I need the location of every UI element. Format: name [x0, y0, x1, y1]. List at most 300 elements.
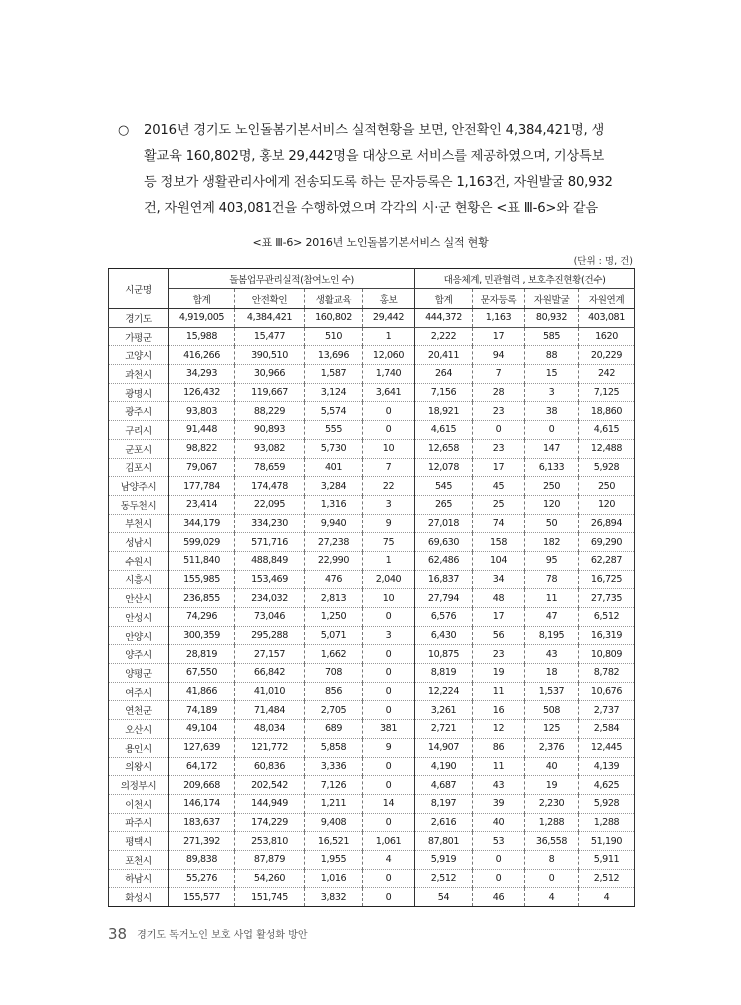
value-cell: 17 [473, 458, 525, 477]
value-cell: 120 [579, 495, 635, 514]
value-cell: 17 [473, 608, 525, 627]
value-cell: 39 [473, 794, 525, 813]
value-cell: 55,276 [169, 869, 235, 888]
value-cell: 67,550 [169, 664, 235, 683]
value-cell: 1 [363, 327, 415, 346]
value-cell: 236,855 [169, 589, 235, 608]
value-cell: 5,919 [415, 850, 473, 869]
column-header: 자원연계 [579, 289, 635, 309]
value-cell: 3 [363, 495, 415, 514]
value-cell: 25 [473, 495, 525, 514]
value-cell: 12,060 [363, 346, 415, 365]
value-cell: 511,840 [169, 551, 235, 570]
value-cell: 127,639 [169, 738, 235, 757]
value-cell: 4,615 [579, 421, 635, 440]
value-cell: 585 [525, 327, 579, 346]
value-cell: 9 [363, 738, 415, 757]
value-cell: 27,157 [235, 645, 305, 664]
unit-note: (단위 : 명, 건) [573, 256, 633, 267]
value-cell: 401 [305, 458, 363, 477]
table-caption: <표 Ⅲ-6> 2016년 노인돌봄기본서비스 실적 현황 [252, 236, 489, 249]
value-cell: 2,737 [579, 701, 635, 720]
value-cell: 151,745 [235, 888, 305, 907]
value-cell: 9,408 [305, 813, 363, 832]
value-cell: 508 [525, 701, 579, 720]
region-cell: 포천시 [109, 850, 169, 869]
value-cell: 120 [525, 495, 579, 514]
care-management-header: 돌봄업무관리실적(참여노인 수) [169, 269, 415, 289]
value-cell: 8,782 [579, 664, 635, 683]
table-row [109, 495, 635, 514]
value-cell: 14,907 [415, 738, 473, 757]
value-cell: 390,510 [235, 346, 305, 365]
value-cell: 75 [363, 533, 415, 552]
value-cell: 7 [363, 458, 415, 477]
value-cell: 0 [525, 421, 579, 440]
table-row [109, 309, 635, 328]
value-cell: 4,687 [415, 776, 473, 795]
value-cell: 41,866 [169, 682, 235, 701]
value-cell: 3,832 [305, 888, 363, 907]
value-cell: 488,849 [235, 551, 305, 570]
value-cell: 51,190 [579, 832, 635, 851]
value-cell: 27,794 [415, 589, 473, 608]
value-cell: 5,928 [579, 794, 635, 813]
value-cell: 2,705 [305, 701, 363, 720]
value-cell: 5,858 [305, 738, 363, 757]
value-cell: 74,189 [169, 701, 235, 720]
value-cell: 8,195 [525, 626, 579, 645]
page-footer [108, 925, 308, 943]
table-row [109, 626, 635, 645]
value-cell: 158 [473, 533, 525, 552]
region-cell: 평택시 [109, 832, 169, 851]
table-body [109, 309, 635, 907]
value-cell: 15,477 [235, 327, 305, 346]
value-cell: 95 [525, 551, 579, 570]
value-cell: 2,222 [415, 327, 473, 346]
value-cell: 2,376 [525, 738, 579, 757]
value-cell: 5,730 [305, 439, 363, 458]
table-row [109, 608, 635, 627]
table-row [109, 813, 635, 832]
value-cell: 2,040 [363, 570, 415, 589]
value-cell: 12,445 [579, 738, 635, 757]
table-row [109, 383, 635, 402]
value-cell: 10 [363, 589, 415, 608]
table-row [109, 888, 635, 907]
value-cell: 1,955 [305, 850, 363, 869]
page-number: 38 [108, 925, 128, 943]
value-cell: 344,179 [169, 514, 235, 533]
value-cell: 5,574 [305, 402, 363, 421]
region-cell: 안산시 [109, 589, 169, 608]
region-cell: 의왕시 [109, 757, 169, 776]
value-cell: 7,125 [579, 383, 635, 402]
value-cell: 4,625 [579, 776, 635, 795]
value-cell: 7,156 [415, 383, 473, 402]
table-row [109, 701, 635, 720]
value-cell: 599,029 [169, 533, 235, 552]
table-row [109, 533, 635, 552]
value-cell: 88 [525, 346, 579, 365]
value-cell: 3 [525, 383, 579, 402]
value-cell: 1,163 [473, 309, 525, 328]
value-cell: 36,558 [525, 832, 579, 851]
value-cell: 174,478 [235, 477, 305, 496]
value-cell: 94 [473, 346, 525, 365]
value-cell: 3,336 [305, 757, 363, 776]
value-cell: 144,949 [235, 794, 305, 813]
value-cell: 54,260 [235, 869, 305, 888]
value-cell: 14 [363, 794, 415, 813]
value-cell: 146,174 [169, 794, 235, 813]
region-cell: 광주시 [109, 402, 169, 421]
table-row [109, 589, 635, 608]
value-cell: 1,288 [525, 813, 579, 832]
value-cell: 56 [473, 626, 525, 645]
value-cell: 0 [363, 664, 415, 683]
value-cell: 4,919,005 [169, 309, 235, 328]
region-cell: 안양시 [109, 626, 169, 645]
value-cell: 444,372 [415, 309, 473, 328]
value-cell: 10,676 [579, 682, 635, 701]
value-cell: 1,316 [305, 495, 363, 514]
value-cell: 16,725 [579, 570, 635, 589]
value-cell: 48,034 [235, 720, 305, 739]
value-cell: 62,486 [415, 551, 473, 570]
value-cell: 12 [473, 720, 525, 739]
table-row [109, 514, 635, 533]
region-cell: 시흥시 [109, 570, 169, 589]
table-row [109, 682, 635, 701]
value-cell: 0 [473, 421, 525, 440]
value-cell: 16,521 [305, 832, 363, 851]
region-cell: 오산시 [109, 720, 169, 739]
region-header: 시군명 [109, 269, 169, 309]
value-cell: 93,082 [235, 439, 305, 458]
value-cell: 46 [473, 888, 525, 907]
value-cell: 45 [473, 477, 525, 496]
value-cell: 1,740 [363, 365, 415, 384]
response-system-header: 대응체계, 민관협력 , 보호추진현황(건수) [415, 269, 635, 289]
value-cell: 7,126 [305, 776, 363, 795]
column-header: 생활교육 [305, 289, 363, 309]
value-cell: 555 [305, 421, 363, 440]
value-cell: 174,229 [235, 813, 305, 832]
value-cell: 4,615 [415, 421, 473, 440]
value-cell: 8,197 [415, 794, 473, 813]
value-cell: 4 [525, 888, 579, 907]
value-cell: 183,637 [169, 813, 235, 832]
table-row [109, 365, 635, 384]
value-cell: 2,512 [579, 869, 635, 888]
value-cell: 11 [473, 757, 525, 776]
value-cell: 22 [363, 477, 415, 496]
column-header: 홍보 [363, 289, 415, 309]
value-cell: 250 [579, 477, 635, 496]
region-cell: 연천군 [109, 701, 169, 720]
value-cell: 2,813 [305, 589, 363, 608]
value-cell: 856 [305, 682, 363, 701]
value-cell: 6,430 [415, 626, 473, 645]
value-cell: 0 [363, 776, 415, 795]
value-cell: 4 [579, 888, 635, 907]
column-header: 합계 [415, 289, 473, 309]
table-row [109, 346, 635, 365]
table-row [109, 551, 635, 570]
value-cell: 18,921 [415, 402, 473, 421]
region-cell: 이천시 [109, 794, 169, 813]
value-cell: 153,469 [235, 570, 305, 589]
value-cell: 1,061 [363, 832, 415, 851]
value-cell: 2,584 [579, 720, 635, 739]
table-row [109, 570, 635, 589]
region-cell: 성남시 [109, 533, 169, 552]
region-cell: 김포시 [109, 458, 169, 477]
value-cell: 510 [305, 327, 363, 346]
value-cell: 98,822 [169, 439, 235, 458]
value-cell: 571,716 [235, 533, 305, 552]
value-cell: 0 [363, 402, 415, 421]
value-cell: 28 [473, 383, 525, 402]
value-cell: 91,448 [169, 421, 235, 440]
value-cell: 89,838 [169, 850, 235, 869]
value-cell: 8 [525, 850, 579, 869]
value-cell: 1,587 [305, 365, 363, 384]
value-cell: 34,293 [169, 365, 235, 384]
value-cell: 4,384,421 [235, 309, 305, 328]
value-cell: 3,261 [415, 701, 473, 720]
value-cell: 62,287 [579, 551, 635, 570]
table-row [109, 738, 635, 757]
value-cell: 126,432 [169, 383, 235, 402]
value-cell: 125 [525, 720, 579, 739]
value-cell: 0 [363, 421, 415, 440]
region-cell: 과천시 [109, 365, 169, 384]
value-cell: 49,104 [169, 720, 235, 739]
value-cell: 10 [363, 439, 415, 458]
value-cell: 1 [363, 551, 415, 570]
table-row [109, 794, 635, 813]
value-cell: 12,078 [415, 458, 473, 477]
value-cell: 2,512 [415, 869, 473, 888]
value-cell: 5,071 [305, 626, 363, 645]
value-cell: 60,836 [235, 757, 305, 776]
value-cell: 15,988 [169, 327, 235, 346]
region-cell: 부천시 [109, 514, 169, 533]
table-row [109, 664, 635, 683]
value-cell: 18 [525, 664, 579, 683]
value-cell: 73,046 [235, 608, 305, 627]
value-cell: 708 [305, 664, 363, 683]
region-cell: 동두천시 [109, 495, 169, 514]
value-cell: 93,803 [169, 402, 235, 421]
value-cell: 40 [473, 813, 525, 832]
region-cell: 남양주시 [109, 477, 169, 496]
paragraph-line: 등 정보가 생활관리사에게 전송되도록 하는 문자등록은 1,163건, 자원발굴 80,932 [144, 175, 613, 190]
value-cell: 20,411 [415, 346, 473, 365]
value-cell: 3,124 [305, 383, 363, 402]
value-cell: 6,512 [579, 608, 635, 627]
value-cell: 69,290 [579, 533, 635, 552]
value-cell: 0 [363, 645, 415, 664]
value-cell: 18,860 [579, 402, 635, 421]
value-cell: 13,696 [305, 346, 363, 365]
value-cell: 1,250 [305, 608, 363, 627]
value-cell: 104 [473, 551, 525, 570]
value-cell: 0 [473, 869, 525, 888]
value-cell: 7 [473, 365, 525, 384]
value-cell: 250 [525, 477, 579, 496]
value-cell: 19 [473, 664, 525, 683]
value-cell: 1,211 [305, 794, 363, 813]
value-cell: 1,537 [525, 682, 579, 701]
value-cell: 160,802 [305, 309, 363, 328]
value-cell: 6,133 [525, 458, 579, 477]
value-cell: 0 [363, 869, 415, 888]
region-cell: 화성시 [109, 888, 169, 907]
value-cell: 155,985 [169, 570, 235, 589]
value-cell: 28,819 [169, 645, 235, 664]
value-cell: 86 [473, 738, 525, 757]
value-cell: 119,667 [235, 383, 305, 402]
value-cell: 78 [525, 570, 579, 589]
table-row [109, 458, 635, 477]
value-cell: 38 [525, 402, 579, 421]
value-cell: 69,630 [415, 533, 473, 552]
paragraph-line: 2016년 경기도 노인돌봄기본서비스 실적현황을 보면, 안전확인 4,384,421명, 생 [144, 123, 605, 138]
value-cell: 50 [525, 514, 579, 533]
value-cell: 147 [525, 439, 579, 458]
value-cell: 64,172 [169, 757, 235, 776]
value-cell: 334,230 [235, 514, 305, 533]
value-cell: 16,837 [415, 570, 473, 589]
table-row [109, 439, 635, 458]
value-cell: 87,879 [235, 850, 305, 869]
value-cell: 0 [363, 813, 415, 832]
value-cell: 1,016 [305, 869, 363, 888]
table-row [109, 327, 635, 346]
value-cell: 12,224 [415, 682, 473, 701]
value-cell: 6,576 [415, 608, 473, 627]
value-cell: 74 [473, 514, 525, 533]
value-cell: 88,229 [235, 402, 305, 421]
value-cell: 264 [415, 365, 473, 384]
region-cell: 경기도 [109, 309, 169, 328]
value-cell: 80,932 [525, 309, 579, 328]
paragraph-line: 활교육 160,802명, 홍보 29,442명을 대상으로 서비스를 제공하였으며, 기상특보 [144, 149, 605, 164]
region-cell: 고양시 [109, 346, 169, 365]
value-cell: 54 [415, 888, 473, 907]
value-cell: 2,230 [525, 794, 579, 813]
region-cell: 여주시 [109, 682, 169, 701]
value-cell: 27,018 [415, 514, 473, 533]
region-cell: 의정부시 [109, 776, 169, 795]
value-cell: 242 [579, 365, 635, 384]
value-cell: 23 [473, 645, 525, 664]
value-cell: 271,392 [169, 832, 235, 851]
value-cell: 29,442 [363, 309, 415, 328]
value-cell: 22,095 [235, 495, 305, 514]
table-row [109, 757, 635, 776]
value-cell: 12,488 [579, 439, 635, 458]
value-cell: 3,641 [363, 383, 415, 402]
region-cell: 안성시 [109, 608, 169, 627]
value-cell: 27,735 [579, 589, 635, 608]
region-cell: 구리시 [109, 421, 169, 440]
value-cell: 381 [363, 720, 415, 739]
value-cell: 4,190 [415, 757, 473, 776]
value-cell: 47 [525, 608, 579, 627]
value-cell: 15 [525, 365, 579, 384]
value-cell: 177,784 [169, 477, 235, 496]
column-header: 자원발굴 [525, 289, 579, 309]
value-cell: 23 [473, 402, 525, 421]
value-cell: 2,721 [415, 720, 473, 739]
region-cell: 용인시 [109, 738, 169, 757]
table-row [109, 850, 635, 869]
column-header: 문자등록 [473, 289, 525, 309]
value-cell: 416,266 [169, 346, 235, 365]
value-cell: 53 [473, 832, 525, 851]
value-cell: 40 [525, 757, 579, 776]
value-cell: 23 [473, 439, 525, 458]
table-row [109, 776, 635, 795]
value-cell: 11 [473, 682, 525, 701]
value-cell: 5,911 [579, 850, 635, 869]
table-row [109, 402, 635, 421]
value-cell: 48 [473, 589, 525, 608]
table-row [109, 869, 635, 888]
value-cell: 545 [415, 477, 473, 496]
region-cell: 광명시 [109, 383, 169, 402]
region-cell: 가평군 [109, 327, 169, 346]
region-cell: 수원시 [109, 551, 169, 570]
value-cell: 295,288 [235, 626, 305, 645]
value-cell: 0 [363, 757, 415, 776]
value-cell: 26,894 [579, 514, 635, 533]
column-header: 합계 [169, 289, 235, 309]
table-row [109, 832, 635, 851]
value-cell: 90,893 [235, 421, 305, 440]
column-header: 안전확인 [235, 289, 305, 309]
value-cell: 265 [415, 495, 473, 514]
value-cell: 87,801 [415, 832, 473, 851]
value-cell: 43 [473, 776, 525, 795]
value-cell: 121,772 [235, 738, 305, 757]
value-cell: 209,668 [169, 776, 235, 795]
value-cell: 476 [305, 570, 363, 589]
value-cell: 9,940 [305, 514, 363, 533]
value-cell: 34 [473, 570, 525, 589]
value-cell: 10,875 [415, 645, 473, 664]
table-row [109, 421, 635, 440]
paragraph-line: 건, 자원연계 403,081건을 수행하였으며 각각의 시·군 현황은 <표 Ⅲ-6>와 같음 [144, 201, 598, 216]
value-cell: 1,662 [305, 645, 363, 664]
value-cell: 0 [473, 850, 525, 869]
value-cell: 2,616 [415, 813, 473, 832]
value-cell: 0 [363, 682, 415, 701]
performance-table [108, 268, 635, 907]
value-cell: 3,284 [305, 477, 363, 496]
value-cell: 43 [525, 645, 579, 664]
footer-title: 경기도 독거노인 보호 사업 활성화 방안 [137, 930, 308, 941]
value-cell: 689 [305, 720, 363, 739]
value-cell: 78,659 [235, 458, 305, 477]
value-cell: 1,288 [579, 813, 635, 832]
value-cell: 403,081 [579, 309, 635, 328]
